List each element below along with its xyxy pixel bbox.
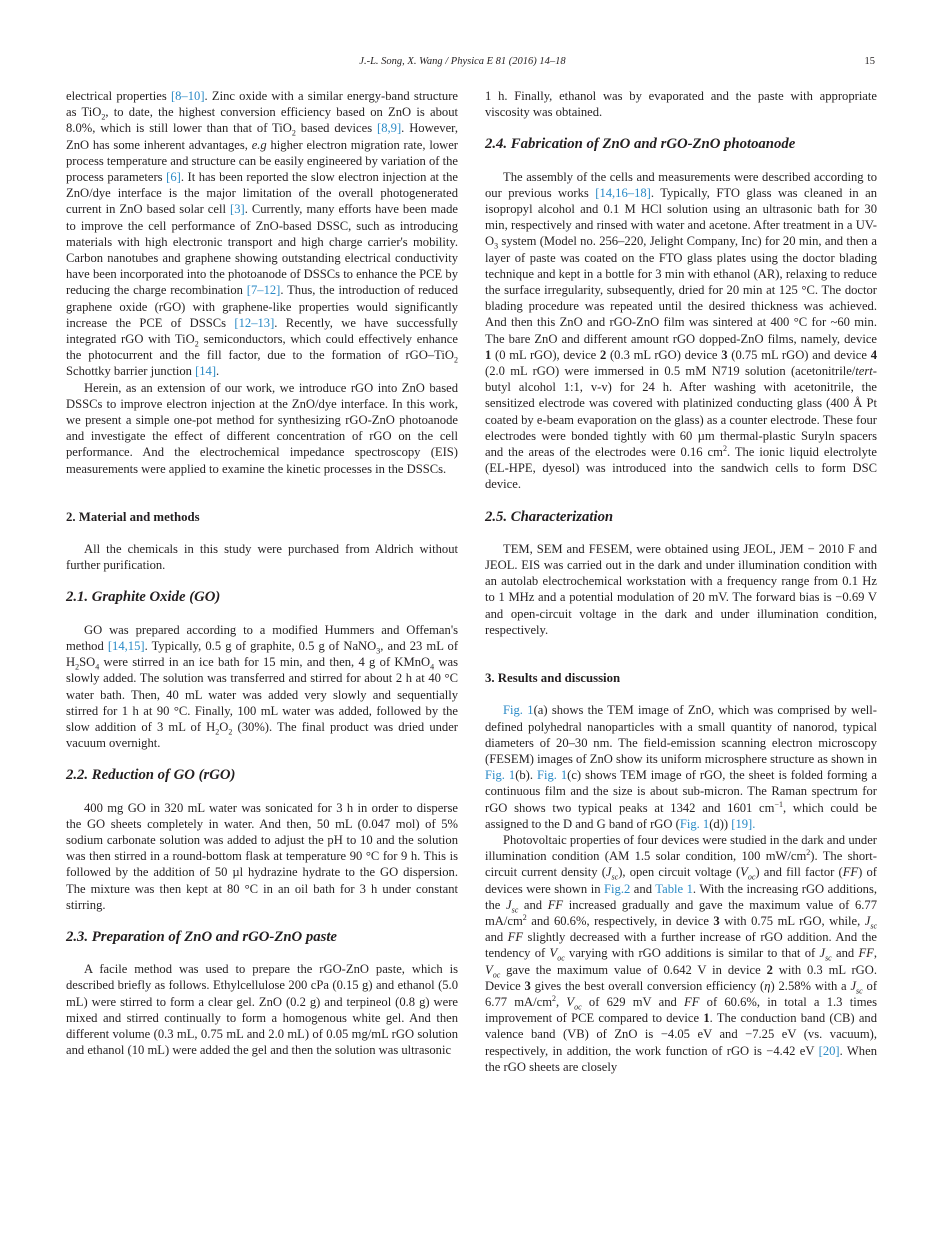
citation-link[interactable]: [14,15] — [107, 638, 145, 653]
subsection-2-5-paragraph: TEM, SEM and FESEM, were obtained using JEOL, JEM − 2010 F and JEOL. EIS was carried out in the dark and under illumination condition with an autolab electrochemical workstation with a frequency range from 0.1 Hz to 1 MHz and a potential modulation of 20 mV. The forward bias is −0.69 V and open-circuit voltage in the dark and under illumination condition, respectively. — [485, 541, 877, 637]
subsection-heading-2-3: 2.3. Preparation of ZnO and rGO-ZnO paste — [66, 928, 337, 945]
results-paragraph-2: Photovoltaic properties of four devices were studied in the dark and under illumination condition (AM 1.5 solar condition, 100 $mW/cm^2$). The short-circuit current density $(J_{sc})$, open circuit voltage $(V_{oc})$ and fill factor (FF) of devices were shown in Fig.2 and Table 1. With the increasing rGO additions, the $J_{sc}$ and FF increased gradually and gave the maximum value of 6.77 $mA/cm^2$ and 60.6%, respectively, in device 3 with 0.75 mL rGO, while, $J_{sc}$ and FF slightly decreased with a further increase of rGO addition. And the tendency of $V_{oc}$ varying with rGO additions is similar to that of $J_{sc}$ and FF, $V_{oc}$ gave the maximum value of 0.642 V in device 2 with 0.3 mL rGO. Device 3 gives the best overall conversion efficiency (η) 2.58% with a $J_{sc}$ of 6.77 $mA/cm^2$, $V_{oc}$ of 629 mV and FF of 60.6%, in total a 1.3 times improvement of PCE compared to device 1. The conduction band (CB) and valence band (VB) of ZnO is −4.05 eV and −7.25 eV (vs. vacuum), respectively, in addition, the work function of rGO is −4.42 eV [20]. When the rGO sheets are closely — [485, 832, 878, 1074]
right-column — [485, 88, 877, 1075]
citation-link[interactable]: [8–10] — [170, 89, 205, 103]
section-heading-2: 2. Material and methods — [66, 509, 200, 524]
subsection-heading-2-1: 2.1. Graphite Oxide (GO) — [66, 589, 221, 606]
intro-paragraph-2: Herein, as an extension of our work, we introduce rGO into ZnO based DSSCs to improve electron injection at the ZnO/dye interface. In this work, we present a simple one-pot method for synthesizing rGO-ZnO photoanode and investigate the effect of different concentration of rGO on the cell performance. And the electrochemical impedance spectroscopy (EIS) measurements were applied to examine the kinetic processes in the DSSCs. — [66, 380, 458, 476]
citation-link[interactable]: [14] — [195, 364, 217, 379]
citation-link[interactable]: [7–12] — [246, 283, 281, 298]
subsection-heading-2-5: 2.5. Characterization — [485, 508, 614, 525]
citation-link[interactable]: [19]. — [731, 816, 756, 831]
subsection-2-2-paragraph: 400 mg GO in 320 mL water was sonicated for 3 h in order to disperse the GO sheets completely in water. And then, 50 mL (0.047 mol) of 5% sodium carbonate solution was added to adjust the pH to 10 and the solution was then stirred in a round-bottom flask at temperature 90 °C for 9 h. This is followed by the addition of 50 µl hydrazine hydrate to the GO dispersion. The mixture was then kept at 80 °C in an oil bath for 3 h under constant stirring. — [66, 800, 458, 912]
subsection-2-3-paragraph: A facile method was used to prepare the rGO-ZnO paste, which is described briefly as follows. Ethylcellulose 200 cPa (0.15 g) and ethanol (5.0 mL) were stirred to form a clear gel. ZnO (0.2 g) and terpineol (0.8 g) were mixed and stirred continually to form a homogenous white gel. And then different volume (0.3 mL, 0.75 mL and 2.0 mL) of 0.05 mg/mL rGO solution and ethanol (10 mL) were added the gel and then the solution was ultrasonic — [66, 962, 458, 1058]
subsection-2-1-paragraph: GO was prepared according to a modified Hummers and Offeman's method [14,15]. Typically, 0.5 g of graphite, 0.5 g of NaNO$_3$, and 23 mL of $H_2SO_4$ were stirred in an ice bath for 15 min, and then, 4 g of KMnO$_4$ was slowly added. The solution was transferred and stirred for about 2 h at 40 °C water bath. Then, 40 mL water was added very slowly and sequentially stirred for 1 h at 90 °C. Finally, 100 mL water was added, followed by the slow addition of 3 mL of $H_2O_2$ (30%). The final product was dried under vacuum overnight. — [66, 622, 459, 751]
subsection-2-4-paragraph: The assembly of the cells and measurements were described according to our previous works [14,16–18]. Typically, FTO glass was cleaned in an isopropyl alcohol and 0.1 M HCl solution using an ultrasonic bath for 30 min, respectively and rinsed with water and acetone. After treatment in a $UV-O_3$ system (Model no. 256–220, Jelight Company, Inc) for 20 min, and then a layer of paste was coated on the FTO glass plates using the doctor blading technique and kept in a bottle for 3 min with ethanol (AR), relaxing to reduce the surface irregularity, subsequently, dried for 20 min at 125 °C. The doctor blading procedure was repeated until the desired thickness was achieved. And then this ZnO and rGO-ZnO film was sintered at 400 °C for ~60 min. The bare ZnO and different amount rGO dopped-ZnO films, namely, device 1 (0 mL rGO), device 2 (0.3 mL rGO) device 3 (0.75 mL rGO) and device 4 (2.0 mL rGO) were immersed in 0.5 mM N719 solution (acetonitrile/tert-butyl alcohol 1:1, v-v) for 24 h. After washing with acetonitrile, the sensitized electrode was covered with platinized conducting glass (400 Å Pt coated by e-beam evaporation on the glass) as a counter electrode. These four electrodes were bonded tightly with 60 µm thermal-plastic Suryln spacers and the areas of the electrodes were 0.16 $cm^2$. The ionic liquid electrolyte (EL-HPE, dyesol) was introduced into the sandwich cells to form DSC device. — [485, 169, 877, 492]
figure-link[interactable]: Fig. 1 — [679, 816, 710, 831]
subsection-heading-2-4: 2.4. Fabrication of ZnO and rGO-ZnO photoanode — [485, 136, 796, 153]
results-paragraph-1: Fig. 1(a) shows the TEM image of ZnO, which was comprised by well-defined polyhedral nanoparticles with a small quantity of nanorod, typical diameters of 20–30 nm. The field-emission scanning electron microscopy (FESEM) images of ZnO show its uniform microsphere structure as shown in Fig. 1(b). Fig. 1(c) shows TEM image of rGO, the sheet is folded forming a continuous film and the size is about sub-micron. The Raman spectrum for rGO shows two typical peaks at 1342 and 1601 $cm^{-1}$, which could be assigned to the D and G band of rGO (Fig. 1(d)) [19]. — [485, 703, 877, 831]
citation-link[interactable]: [14,16–18] — [595, 185, 651, 200]
figure-link[interactable]: Fig. 1 — [536, 768, 568, 783]
figure-link[interactable]: Fig. 1 — [503, 703, 534, 718]
figure-link[interactable]: Fig. 1 — [485, 768, 516, 783]
section-2-paragraph: All the chemicals in this study were purchased from Aldrich without further purification. — [66, 542, 458, 573]
running-head: J.-L. Song, X. Wang / Physica E 81 (2016) 14–18 — [359, 56, 566, 67]
citation-link[interactable]: [8,9] — [377, 121, 402, 136]
citation-link[interactable]: [3] — [230, 202, 245, 217]
page-header — [0, 56, 925, 70]
section-heading-3: 3. Results and discussion — [485, 671, 621, 686]
intro-paragraph-1: electrical properties [8–10]. Zinc oxide with a similar energy-band structure as TiO$_2$, to date, the highest conversion efficiency based on ZnO is about 8.0%, which is still lower than that of TiO$_2$ based devices [8,9]. However, ZnO has some inherent advantages, e.g higher electron migration rate, lower process temperature and structure can be easily engineered by variation of the process parameters [6]. It has been reported the slow electron injection at the ZnO/dye interface is the major limitation of the overall photogenerated current in ZnO based solar cell [3]. Currently, many efforts have been made to improve the cell performance of ZnO-based DSSC, such as introducing materials with high electronic transport and high charge carrier's mobility. Carbon nanotubes and graphene showing outstanding electrical conductivity have been incorporated into the photoanode of DSSCs to enhance the PCE by reducing the charge recombination [7–12]. Thus, the introduction of reduced graphene oxide (rGO) with graphene-like properties would significantly increase the PCE of DSSCs [12–13]. Recently, we have successfully integrated rGO with TiO$_2$ semiconductors, which could effectively enhance the photocurrent and the fill factor, due to the formation of rGO–TiO$_2$ Schottky barrier junction [14]. — [66, 89, 459, 379]
table-link[interactable]: Table 1 — [655, 881, 693, 896]
citation-link[interactable]: [12–13] — [234, 315, 275, 330]
citation-link[interactable]: [6] — [166, 170, 181, 185]
subsection-heading-2-2: 2.2. Reduction of GO (rGO) — [66, 767, 236, 784]
left-column — [66, 88, 458, 1058]
citation-link[interactable]: [20] — [818, 1043, 840, 1058]
continued-paragraph: 1 h. Finally, ethanol was by evaporated and the paste with appropriate viscosity was obtained. — [485, 89, 877, 120]
page-number: 15 — [864, 56, 875, 67]
figure-link[interactable]: Fig.2 — [604, 881, 631, 896]
